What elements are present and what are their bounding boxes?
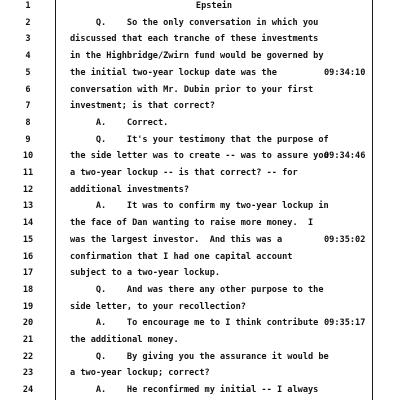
line-text: in the Highbridge/Zwirn fund would be governed by — [70, 51, 324, 62]
timestamp: 09:34:10 — [324, 67, 366, 78]
line-number: 7 — [25, 101, 31, 112]
transcript-line — [0, 164, 400, 182]
transcript-line — [0, 197, 400, 215]
transcript-line — [0, 214, 400, 232]
line-number: 20 — [22, 318, 34, 329]
line-text: Q. It's your testimony that the purpose of — [70, 134, 329, 145]
line-text: a two-year lockup; correct? — [70, 368, 210, 379]
line-text: the face of Dan wanting to raise more money. I — [70, 218, 314, 229]
transcript-line — [0, 264, 400, 282]
transcript-line — [0, 314, 400, 332]
witness-name-header: Epstein — [195, 1, 233, 11]
line-number: 18 — [22, 284, 34, 295]
line-text: A. Correct. — [70, 117, 169, 128]
line-text: the additional money. — [70, 335, 179, 345]
transcript-line — [0, 147, 400, 165]
line-number: 12 — [22, 184, 34, 195]
transcript-line — [0, 364, 400, 382]
line-number: 13 — [22, 201, 34, 212]
line-number: 3 — [25, 34, 31, 45]
transcript-line — [0, 47, 400, 65]
line-text: the side letter was to create -- was to assure you — [70, 151, 329, 162]
transcript-line — [0, 248, 400, 266]
transcript-line — [0, 381, 400, 399]
line-number: 6 — [25, 84, 31, 95]
timestamp: 09:35:02 — [324, 234, 366, 245]
transcript-line — [0, 114, 400, 132]
transcript-line — [0, 131, 400, 149]
line-text: Q. By giving you the assurance it would be — [70, 351, 329, 362]
line-number: 5 — [25, 67, 31, 78]
transcript-line — [0, 64, 400, 82]
line-text: subject to a two-year lockup. — [70, 268, 221, 279]
timestamp: 09:35:17 — [324, 318, 366, 329]
line-text: Q. And was there any other purpose to the — [70, 284, 324, 295]
line-number: 23 — [22, 368, 34, 379]
transcript-line — [0, 348, 400, 366]
transcript-line — [0, 281, 400, 299]
transcript-line — [0, 231, 400, 249]
line-number: 16 — [22, 251, 34, 262]
line-text: investment; is that correct? — [70, 101, 215, 112]
transcript-line — [0, 14, 400, 32]
line-number: 14 — [22, 218, 34, 229]
line-text: discussed that each tranche of these investments — [70, 34, 319, 45]
line-text: was the largest investor. And this was a — [70, 234, 283, 245]
transcript-line — [0, 97, 400, 115]
line-text: A. He reconfirmed my initial -- I always — [70, 385, 319, 396]
line-text: side letter, to your recollection? — [70, 301, 246, 312]
line-number: 17 — [22, 268, 34, 279]
transcript-line — [0, 181, 400, 199]
timestamp: 09:34:46 — [324, 151, 366, 162]
line-number: 11 — [22, 168, 34, 178]
line-text: Q. So the only conversation in which you — [70, 17, 319, 28]
line-number: 21 — [22, 335, 34, 345]
line-number: 19 — [22, 301, 34, 312]
line-text: conversation with Mr. Dubin prior to your first — [70, 84, 314, 95]
line-number: 1 — [25, 1, 31, 11]
line-text: A. To encourage me to I think contribute — [70, 318, 319, 329]
line-number: 4 — [25, 51, 31, 62]
line-text: A. It was to confirm my two-year lockup in — [70, 201, 329, 212]
transcript-line — [0, 30, 400, 48]
line-number: 15 — [22, 234, 34, 245]
line-number: 22 — [22, 351, 34, 362]
line-number: 24 — [22, 385, 34, 396]
line-number: 8 — [25, 117, 31, 128]
line-number: 2 — [25, 17, 31, 28]
transcript-line — [0, 331, 400, 349]
line-text: the initial two-year lockup date was the — [70, 67, 277, 78]
transcript-line — [0, 81, 400, 99]
line-number: 10 — [22, 151, 34, 162]
line-text: a two-year lockup -- is that correct? -- for — [70, 168, 298, 178]
transcript-line — [0, 298, 400, 316]
line-text: confirmation that I had one capital account — [70, 251, 293, 262]
line-number: 9 — [25, 134, 31, 145]
line-text: additional investments? — [70, 184, 189, 195]
